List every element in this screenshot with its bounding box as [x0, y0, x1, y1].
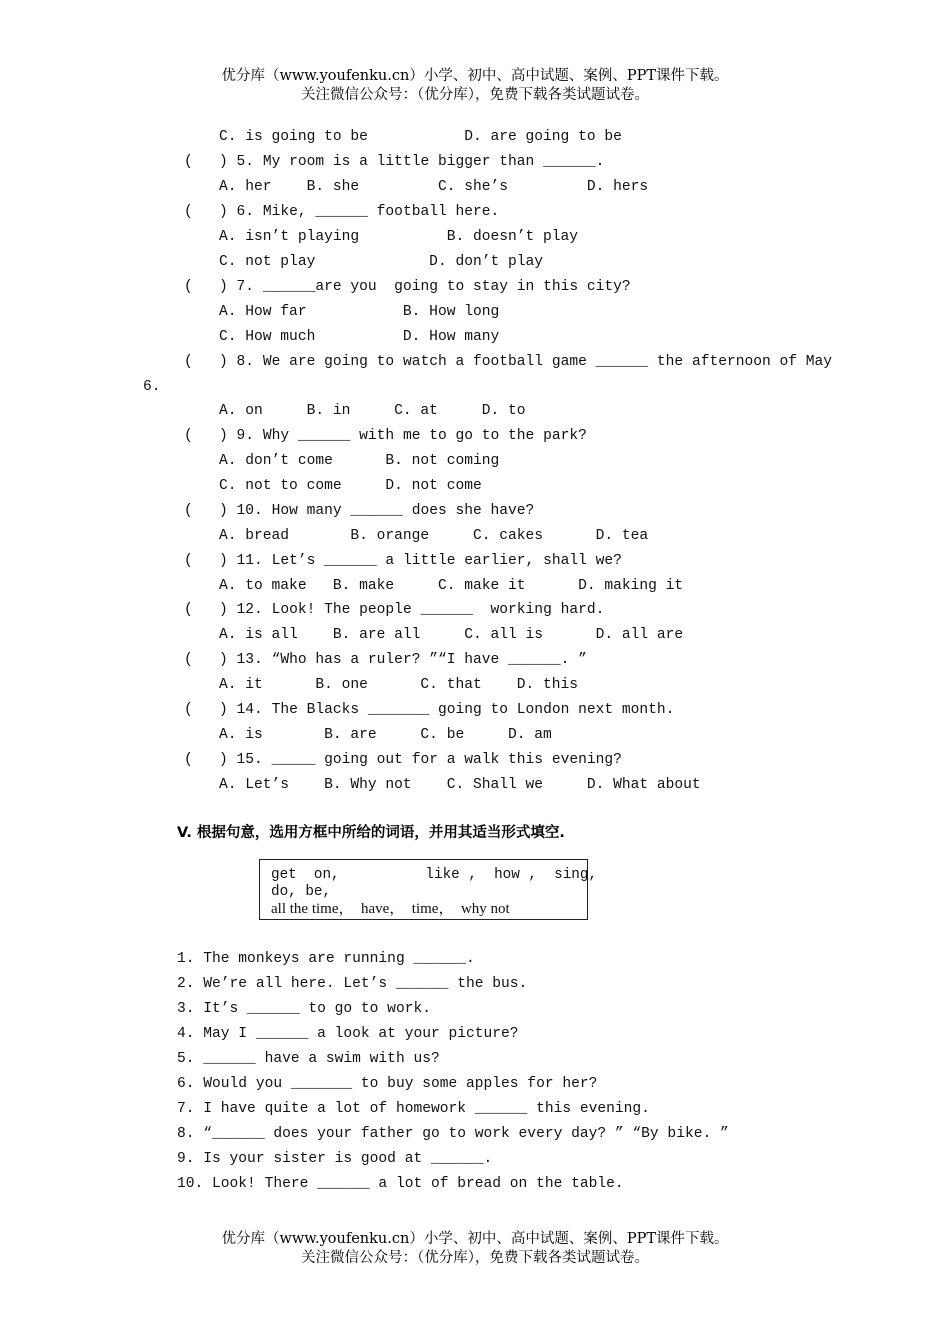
q6-options-cd: C. not play D. don’t play — [219, 254, 544, 270]
header-line-2: 关注微信公众号：（优分库），免费下载各类试题试卷。 — [301, 87, 649, 103]
fill-item-10: 10. Look! There ______ a lot of bread on the table. — [177, 1176, 624, 1192]
footer-line-1: 优分库（www.youfenku.cn）小学、初中、高中试题、案例、PPT课件下载。 — [221, 1231, 729, 1247]
section-v-title: V. 根据句意，选用方框中所给的词语，并用其适当形式填空. — [177, 825, 565, 841]
word-box — [259, 859, 598, 920]
fill-item-8: 8. “______ does your father go to work every day? ” “By bike. ” — [177, 1126, 729, 1142]
q9-options-ab: A. don’t come B. not coming — [219, 453, 500, 469]
fill-item-1: 1. The monkeys are running ______. — [177, 951, 475, 967]
q8-options: A. on B. in C. at D. to — [219, 403, 526, 419]
question-12: ( ) 12. Look! The people ______ working hard. — [184, 602, 605, 618]
q12-options: A. is all B. are all C. all is D. all are — [219, 627, 684, 643]
q4-options-cd: C. is going to be D. are going to be — [219, 129, 622, 145]
fill-item-4: 4. May I ______ a look at your picture? — [177, 1026, 519, 1042]
q10-options: A. bread B. orange C. cakes D. tea — [219, 528, 649, 544]
question-5: ( ) 5. My room is a little bigger than ______. — [184, 154, 605, 170]
fill-item-9: 9. Is your sister is good at ______. — [177, 1151, 493, 1167]
question-8: ( ) 8. We are going to watch a football game ______ the afternoon of May — [184, 354, 833, 370]
question-14: ( ) 14. The Blacks _______ going to London next month. — [184, 702, 675, 718]
question-11: ( ) 11. Let’s ______ a little earlier, shall we? — [184, 553, 622, 569]
question-9: ( ) 9. Why ______ with me to go to the park? — [184, 428, 587, 444]
question-15: ( ) 15. _____ going out for a walk this evening? — [184, 752, 622, 768]
word-box-row-1: get on, like , how , sing, — [271, 867, 598, 883]
q11-options: A. to make B. make C. make it D. making it — [219, 578, 684, 594]
question-6: ( ) 6. Mike, ______ football here. — [184, 204, 500, 220]
q9-options-cd: C. not to come D. not come — [219, 478, 482, 494]
word-box-row-3: all the time， have， time， why not — [271, 901, 510, 917]
q14-options: A. is B. are C. be D. am — [219, 727, 552, 743]
q13-options: A. it B. one C. that D. this — [219, 677, 579, 693]
fill-item-6: 6. Would you _______ to buy some apples for her? — [177, 1076, 598, 1092]
fill-item-2: 2. We’re all here. Let’s ______ the bus. — [177, 976, 528, 992]
question-13: ( ) 13. “Who has a ruler? ”“I have ______. ” — [184, 652, 587, 668]
footer-line-2: 关注微信公众号：（优分库），免费下载各类试题试卷。 — [301, 1250, 649, 1266]
q7-options-cd: C. How much D. How many — [219, 329, 500, 345]
header-line-1: 优分库（www.youfenku.cn）小学、初中、高中试题、案例、PPT课件下载。 — [221, 68, 729, 84]
question-8-continued: 6. — [143, 379, 161, 395]
fill-item-7: 7. I have quite a lot of homework ______ this evening. — [177, 1101, 650, 1117]
q5-options: A. her B. she C. she’s D. hers — [219, 179, 649, 195]
fill-item-5: 5. ______ have a swim with us? — [177, 1051, 440, 1067]
q7-options-ab: A. How far B. How long — [219, 304, 500, 320]
q15-options: A. Let’s B. Why not C. Shall we D. What about — [219, 777, 701, 793]
question-10: ( ) 10. How many ______ does she have? — [184, 503, 535, 519]
q6-options-ab: A. isn’t playing B. doesn’t play — [219, 229, 579, 245]
word-box-row-2: do, be, — [271, 884, 332, 900]
question-7: ( ) 7. ______are you going to stay in this city? — [184, 279, 631, 295]
fill-item-3: 3. It’s ______ to go to work. — [177, 1001, 431, 1017]
